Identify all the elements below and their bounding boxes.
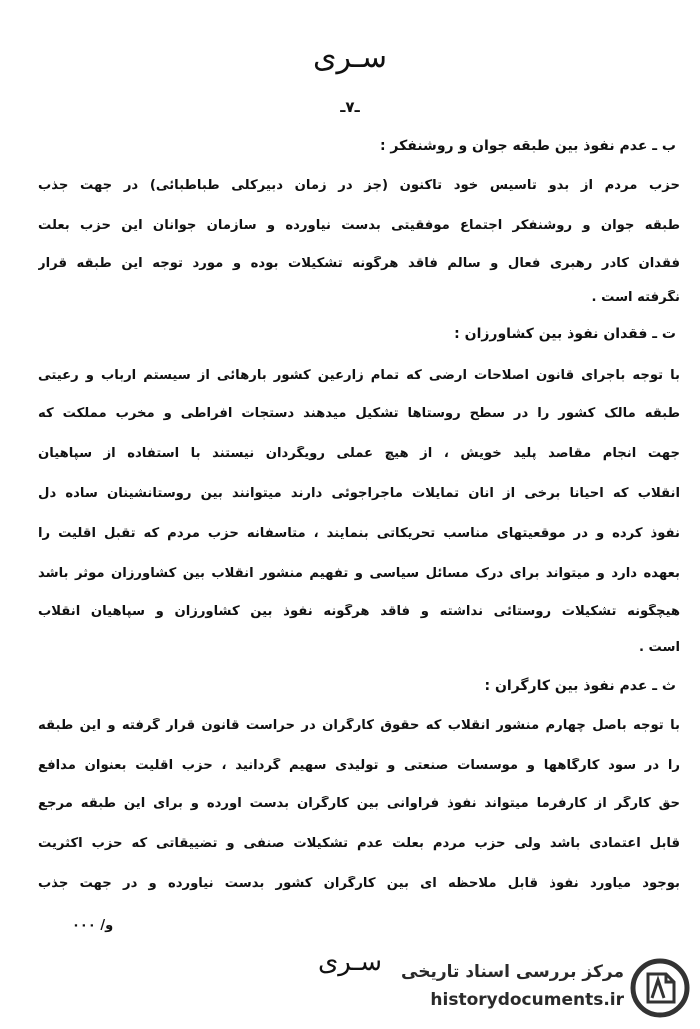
classification-header: سـری [313, 40, 387, 75]
paragraph-line: با توجه باصل چهارم منشور انقلاب که حقوق کارگران در حراست قانون قرار گرفته و این طبقه [38, 718, 680, 733]
paragraph-line: قابل اعتمادی باشد ولی حزب مردم بعلت عدم تشکیلات صنفی و تضییقاتی که حزب اکثریت [38, 836, 680, 851]
watermark-url[interactable]: historydocuments.ir [430, 990, 624, 1010]
page-number: ـ۷ـ [340, 98, 360, 116]
paragraph-line: طبقه جوان و روشنفکر اجتماع موفقیتی بدست نیاورده و سازمان جوانان این حزب بعلت [38, 218, 680, 233]
paragraph-line: با توجه باجرای قانون اصلاحات ارضی که تمام زارعین کشور بارهائی از سیستم ارباب و رعیتی [38, 368, 680, 383]
paragraph-line: فقدان کادر رهبری فعال و سالم فاقد هرگونه تشکیلات بوده و مورد توجه این طبقه قرار [38, 256, 680, 271]
paragraph-line: حق کارگر از کارفرما میتواند نفوذ فراوانی بین کارگران بدست آورده و برای این طبقه مرجع [38, 796, 680, 811]
classification-footer: سـری [317, 947, 383, 977]
watermark [394, 956, 694, 1022]
paragraph-line: جهت انجام مقاصد پلید خویش ، از هیچ عملی رویگردان نیستند با استفاده از سپاهیان [38, 446, 680, 461]
paragraph-line: طبقه مالک کشور را در سطح روستاها تشکیل میدهند دستجات افراطی و مخرب مملکت که [38, 406, 680, 421]
section-heading-farmers: ت ـ فقدان نفوذ بین کشاورزان : [454, 326, 676, 342]
footer-number: و/ ۰۰۰ [72, 918, 114, 933]
paragraph-line: نگرفته است . [591, 290, 680, 305]
paragraph-line: بوجود میآورد نفوذ قابل ملاحظه ای بین کارگران کشور بدست نیاورده و در جهت جذب [38, 876, 680, 891]
paragraph-line: را در سود کارگاهها و موسسات صنعتی و تولیدی سهیم گردانید ، حزب اقلیت بعنوان مدافع [38, 758, 680, 773]
paragraph-line: حزب مردم از بدو تاسیس خود تاکنون (جز در زمان دبیرکلی طباطبائی) در جهت جذب [38, 178, 680, 193]
watermark-title: مرکز بررسی اسناد تاریخی [401, 962, 624, 982]
paragraph-line: انقلاب که احیانا برخی از آنان تمایلات ماجراجوئی دارند میتوانند بین روستانشینان ساده دل [38, 486, 680, 501]
paragraph-line: هیچگونه تشکیلات روستائی نداشته و فاقد هرگونه نفوذ بین کشاورزان و سپاهیان انقلاب [38, 604, 680, 619]
document-archive-logo-icon [630, 958, 690, 1018]
section-heading-youth: ب ـ عدم نفوذ بین طبقه جوان و روشنفکر : [379, 138, 676, 154]
paragraph-line: نفوذ کرده و در موقعیتهای مناسب تحریکاتی بنمایند ، متاسفانه حزب مردم که تقبل اقلیت را [38, 526, 680, 541]
paragraph-line: بعهده دارد و میتواند برای درک مسائل سیاسی و تفهیم منشور انقلاب بین کشاورزان موثر باشد [38, 566, 680, 581]
section-heading-workers: ث ـ عدم نفوذ بین کارگران : [484, 678, 676, 694]
paragraph-line: است . [638, 640, 680, 655]
